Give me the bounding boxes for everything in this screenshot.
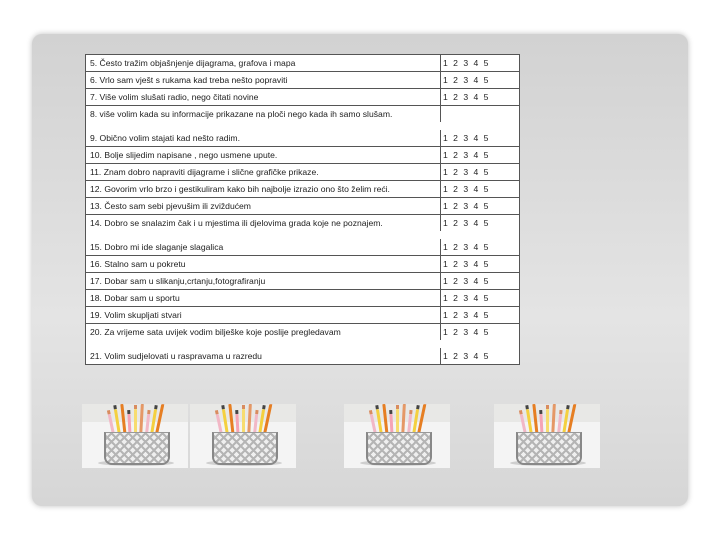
rating-scale: 1 2 3 4 5	[443, 58, 490, 68]
statement-text: 20. Za vrijeme sata uvijek vodim bilješke koje poslije pregledavam	[86, 324, 441, 340]
statement-text: 13. Često sam sebi pjevušim ili zviždućem	[86, 198, 441, 214]
survey-row	[86, 180, 519, 197]
rating-scale: 1 2 3 4 5	[443, 276, 490, 286]
rating-scale: 1 2 3 4 5	[443, 310, 490, 320]
survey-group-b	[86, 130, 519, 231]
survey-group-c	[86, 239, 519, 340]
statement-text: 10. Bolje slijedim napisane , nego usmene upute.	[86, 147, 441, 163]
rating-scale: 1 2 3 4 5	[443, 259, 490, 269]
group-spacer	[86, 122, 519, 130]
wire-basket	[366, 432, 432, 465]
survey-row	[86, 71, 519, 88]
rating-scale: 1 2 3 4 5	[443, 92, 490, 102]
survey-row	[86, 214, 519, 231]
rating-scale: 1 2 3 4 5	[443, 218, 490, 228]
statement-text: 19. Volim skupljati stvari	[86, 307, 441, 323]
survey-row	[86, 163, 519, 180]
rating-scale: 1 2 3 4 5	[443, 184, 490, 194]
rating-scale: 1 2 3 4 5	[443, 201, 490, 211]
statement-text: 5. Često tražim objašnjenje dijagrama, grafova i mapa	[86, 55, 441, 71]
statement-text: 11. Znam dobro napraviti dijagrame i slične grafičke prikaze.	[86, 164, 441, 180]
rating-scale: 1 2 3 4 5	[443, 351, 490, 361]
rating-scale: 1 2 3 4 5	[443, 293, 490, 303]
survey-row	[86, 130, 519, 146]
statement-text: 6. Vrlo sam vješt s rukama kad treba nešto popraviti	[86, 72, 441, 88]
group-spacer	[86, 340, 519, 348]
survey-table	[85, 54, 520, 365]
survey-row	[86, 272, 519, 289]
statement-text: 21. Volim sudjelovati u raspravama u razredu	[86, 348, 441, 364]
survey-row	[86, 55, 519, 71]
survey-row	[86, 239, 519, 255]
statement-text: 12. Govorim vrlo brzo i gestikuliram kako bih najbolje izrazio ono što želim reći.	[86, 181, 441, 197]
statement-text: 15. Dobro mi ide slaganje slagalica	[86, 239, 441, 255]
survey-row	[86, 105, 519, 122]
survey-row	[86, 255, 519, 272]
statement-text: 8. više volim kada su informacije prikazane na ploči nego kada ih samo slušam.	[86, 106, 441, 122]
statement-text: 14. Dobro se snalazim čak i u mjestima ili djelovima grada koje ne poznajem.	[86, 215, 441, 231]
statement-text: 7. Više volim slušati radio, nego čitati novine	[86, 89, 441, 105]
survey-row	[86, 289, 519, 306]
statement-text: 18. Dobar sam u sportu	[86, 290, 441, 306]
pencil-basket-image	[190, 404, 296, 468]
wire-basket	[104, 432, 170, 465]
survey-row	[86, 197, 519, 214]
wire-basket	[212, 432, 278, 465]
statement-text: 16. Stalno sam u pokretu	[86, 256, 441, 272]
rating-scale: 1 2 3 4 5	[443, 242, 490, 252]
statement-text: 17. Dobar sam u slikanju,crtanju,fotografiranju	[86, 273, 441, 289]
survey-row	[86, 323, 519, 340]
rating-scale: 1 2 3 4 5	[443, 327, 490, 337]
group-spacer	[86, 231, 519, 239]
rating-scale	[441, 106, 519, 122]
pencil-basket-image	[494, 404, 600, 468]
statement-text: 9. Obično volim stajati kad nešto radim.	[86, 130, 441, 146]
survey-row	[86, 88, 519, 105]
pencil-basket-image	[344, 404, 450, 468]
survey-row	[86, 306, 519, 323]
image-strip	[82, 404, 670, 468]
survey-row	[86, 348, 519, 364]
survey-group-a	[86, 55, 519, 122]
rating-scale: 1 2 3 4 5	[443, 133, 490, 143]
survey-group-d	[86, 348, 519, 364]
wire-basket	[516, 432, 582, 465]
rating-scale: 1 2 3 4 5	[443, 75, 490, 85]
rating-scale: 1 2 3 4 5	[443, 167, 490, 177]
pencil-basket-image	[82, 404, 188, 468]
survey-row	[86, 146, 519, 163]
rating-scale: 1 2 3 4 5	[443, 150, 490, 160]
